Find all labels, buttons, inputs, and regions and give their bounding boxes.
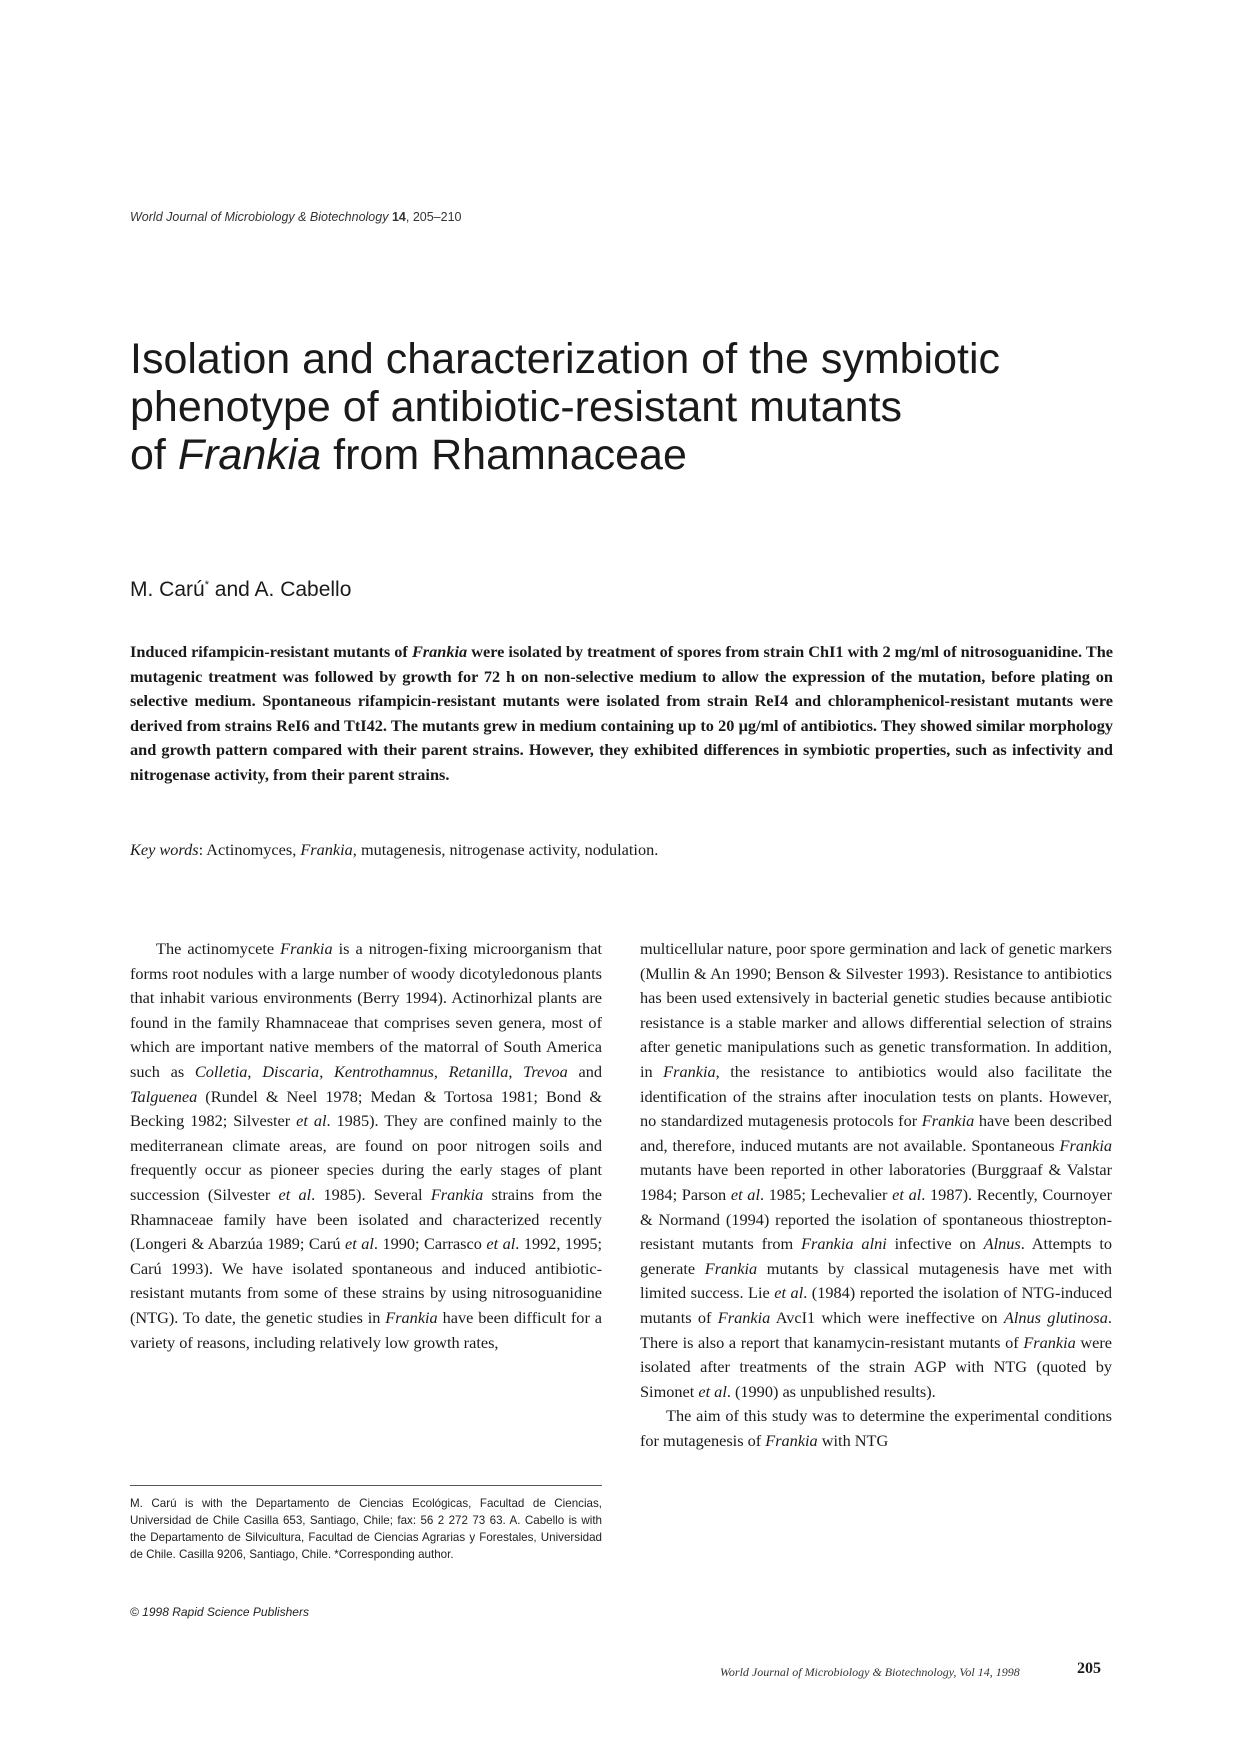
italic-run: Frankia alni (801, 1234, 887, 1254)
italic-run: Frankia (385, 1307, 438, 1327)
text-run: strains from the Rhamnaceae family have been isolated and characterized recently (Longeri & Abarzúa 1989; Carú (130, 1184, 603, 1254)
text-run: . 1985). Several (311, 1184, 431, 1204)
text-run: mutants have been reported in other laboratories (Burggraaf & Valstar 1984; Parson (640, 1160, 1112, 1204)
text-run: (Rundel & Neel 1978; Medan & Tortosa 1981; Bond & Becking 1982; Silvester (130, 1086, 602, 1131)
text-run: have been difficult for a variety of reasons, including relatively low growth rates, (130, 1307, 602, 1352)
italic-run: Kentrothamnus (334, 1061, 434, 1081)
text-run: , (247, 1061, 263, 1081)
text-run: . 1992, 1995; Carú 1993). We have isolated spontaneous and induced antibiotic-resistant mutants from some of these strains by using nitrosoguanidine (NTG). To date, the genetic studies in (130, 1234, 603, 1327)
italic-run: et al (296, 1111, 327, 1131)
body-column-right (640, 937, 1112, 1453)
journal-pages: 205–210 (412, 210, 462, 224)
author-affiliation-footnote: M. Carú is with the Departamento de Ciencias Ecológicas, Facultad de Ciencias, Universidad de Chile Casilla 653, Santiago, Chile; fax: 56 2 272 73 63. A. Cabello is with the Departamento de Silvicultura, Facultad de Ciencias Agrarias y Forestales, Universidad de Chile. Casilla 9206, Santiago, Chile. *Corresponding author. (130, 1497, 602, 1561)
text-run: were isolated after treatments of the strain AGP with NTG (quoted by Simonet (640, 1332, 1113, 1401)
text-run: , the resistance to antibiotics would also facilitate the identification of the strains after inoculation tests on plants. However, no standardized mutagenesis protocols for (640, 1061, 1112, 1131)
title-suffix: from Rhamnaceae (321, 431, 687, 479)
title-prefix: of (130, 431, 178, 479)
italic-run: Talguenea (130, 1086, 198, 1106)
abstract-genus: Frankia (411, 642, 468, 661)
abstract-text-1: Induced rifampicin-resistant mutants of (130, 642, 412, 661)
title-line-2: phenotype of antibiotic-resistant mutants (130, 383, 903, 431)
italic-run: Frankia (280, 939, 333, 958)
italic-run: Frankia (704, 1258, 758, 1278)
text-run: . 1985; Lechevalier (759, 1184, 893, 1204)
intro-paragraph-1 (130, 937, 602, 1355)
text-run: , (433, 1061, 449, 1081)
text-run: . 1990; Carrasco (373, 1234, 487, 1254)
title-line-3 (130, 431, 1110, 479)
journal-header: World Journal of Microbiology & Biotechnology 14, 205–210 (130, 210, 462, 224)
text-run: . 1985). They are confined mainly to the mediterranean climate areas, are found on poor nitrogen soils and frequently occur as pioneer species during the early stages of plant succession (Silvester (130, 1111, 603, 1204)
intro-paragraph-2 (640, 1404, 1112, 1453)
italic-run: et al (278, 1184, 312, 1204)
italic-run: Frankia (765, 1430, 818, 1450)
italic-run: et al (698, 1381, 727, 1401)
intro-paragraph-1-cont (640, 937, 1112, 1404)
footnote-divider (130, 1485, 602, 1486)
text-run: mutants by classical mutagenesis have met with limited success. Lie (640, 1258, 1113, 1303)
italic-run: Frankia (430, 1184, 484, 1204)
keywords-text-2: , mutagenesis, nitrogenase activity, nodulation. (352, 840, 659, 859)
italic-run: Colletia (194, 1061, 248, 1081)
title-genus: Frankia (177, 431, 322, 479)
abstract (130, 640, 1113, 788)
text-run: AvcI1 which were ineffective on (770, 1307, 1004, 1327)
text-run: , (319, 1061, 335, 1081)
authors (130, 578, 351, 602)
italic-run: et al (892, 1184, 922, 1204)
text-run: with NTG (817, 1430, 889, 1450)
italic-run: Retanilla (448, 1061, 509, 1081)
other-authors: and A. Cabello (208, 578, 352, 601)
keywords-genus: Frankia (300, 840, 353, 859)
italic-run: Frankia (717, 1307, 771, 1327)
text-run: and (567, 1061, 603, 1081)
italic-run: Frankia (1059, 1135, 1112, 1155)
italic-run: Trevoa (523, 1061, 568, 1081)
keywords-label: Key words (130, 840, 199, 859)
italic-run: et al (345, 1234, 374, 1254)
italic-run: Frankia (921, 1111, 975, 1131)
journal-volume: 14 (391, 210, 406, 224)
page-number: 205 (1077, 1660, 1101, 1677)
text-run: . 1987). Recently, Cournoyer & Normand (1994) reported the isolation of spontaneous thiostrepton-resistant mutants from (640, 1184, 1113, 1254)
text-run: have been described and, therefore, induced mutants are not available. Spontaneous (640, 1111, 1113, 1155)
text-run: . There is also a report that kanamycin-resistant mutants of (640, 1307, 1112, 1352)
italic-run: Alnus (983, 1234, 1021, 1254)
first-author: M. Carú (130, 578, 205, 601)
text-run: The actinomycete (156, 939, 281, 958)
italic-run: Frankia (1023, 1332, 1076, 1352)
italic-run: Frankia (663, 1061, 716, 1081)
article-title (130, 335, 1110, 479)
italic-run: et al (730, 1184, 760, 1204)
text-run: infective on (886, 1234, 984, 1254)
text-run: . Attempts to generate (640, 1234, 1113, 1278)
italic-run: et al (774, 1283, 804, 1303)
keywords (130, 838, 1113, 862)
text-run: multicellular nature, poor spore germination and lack of genetic markers (Mullin & An 1990; Benson & Silvester 1993). Resistance to antibiotics has been used extensively in bacterial genetic studies because antibiotic resistance is a stable marker and allows differential selection of strains after genetic manipulations such as genetic transformation. In addition, in (640, 939, 1112, 1081)
text-run: . (1984) reported the isolation of NTG-induced mutants of (640, 1283, 1113, 1327)
abstract-text-2: were isolated by treatment of spores from strain ChI1 with 2 mg/ml of nitrosoguanidine. The mutagenic treatment was followed by growth for 72 h on non-selective medium to allow the expression of the mutation, before plating on selective medium. Spontaneous rifampicin-resistant mutants were isolated from strain ReI4 and chloramphenicol-resistant mutants were derived from strains ReI6 and TtI42. The mutants grew in medium containing up to 20 μg/ml of antibiotics. They showed similar morphology and growth pattern compared with their parent strains. However, they exhibited differences in symbiotic properties, such as infectivity and nitrogenase activity, from their parent strains. (130, 642, 1113, 784)
copyright-notice: © 1998 Rapid Science Publishers (130, 1605, 309, 1619)
text-run: . (1990) as unpublished results). (726, 1381, 936, 1401)
body-column-left (130, 937, 602, 1355)
title-line-1: Isolation and characterization of the symbiotic (130, 335, 1001, 383)
keywords-text-1: : Actinomyces, (198, 840, 301, 859)
italic-run: Discaria (262, 1061, 320, 1081)
footer-journal: World Journal of Microbiology & Biotechnology, Vol 14, 1998 (720, 1665, 1020, 1679)
text-run: , (508, 1061, 524, 1081)
corresponding-mark: * (204, 579, 209, 591)
italic-run: et al (486, 1234, 516, 1254)
text-run: The aim of this study was to determine the experimental conditions for mutagenesis of (640, 1406, 1112, 1450)
text-run: is a nitrogen-fixing microorganism that forms root nodules with a large number of woody dicotyledonous plants that inhabit various environments (Berry 1994). Actinorhizal plants are found in the family Rhamnaceae that comprises seven genera, most of which are important native members of the matorral of South America such as (130, 939, 603, 1081)
journal-name: World Journal of Microbiology & Biotechnology (130, 210, 389, 224)
italic-run: Alnus glutinosa (1003, 1307, 1108, 1327)
